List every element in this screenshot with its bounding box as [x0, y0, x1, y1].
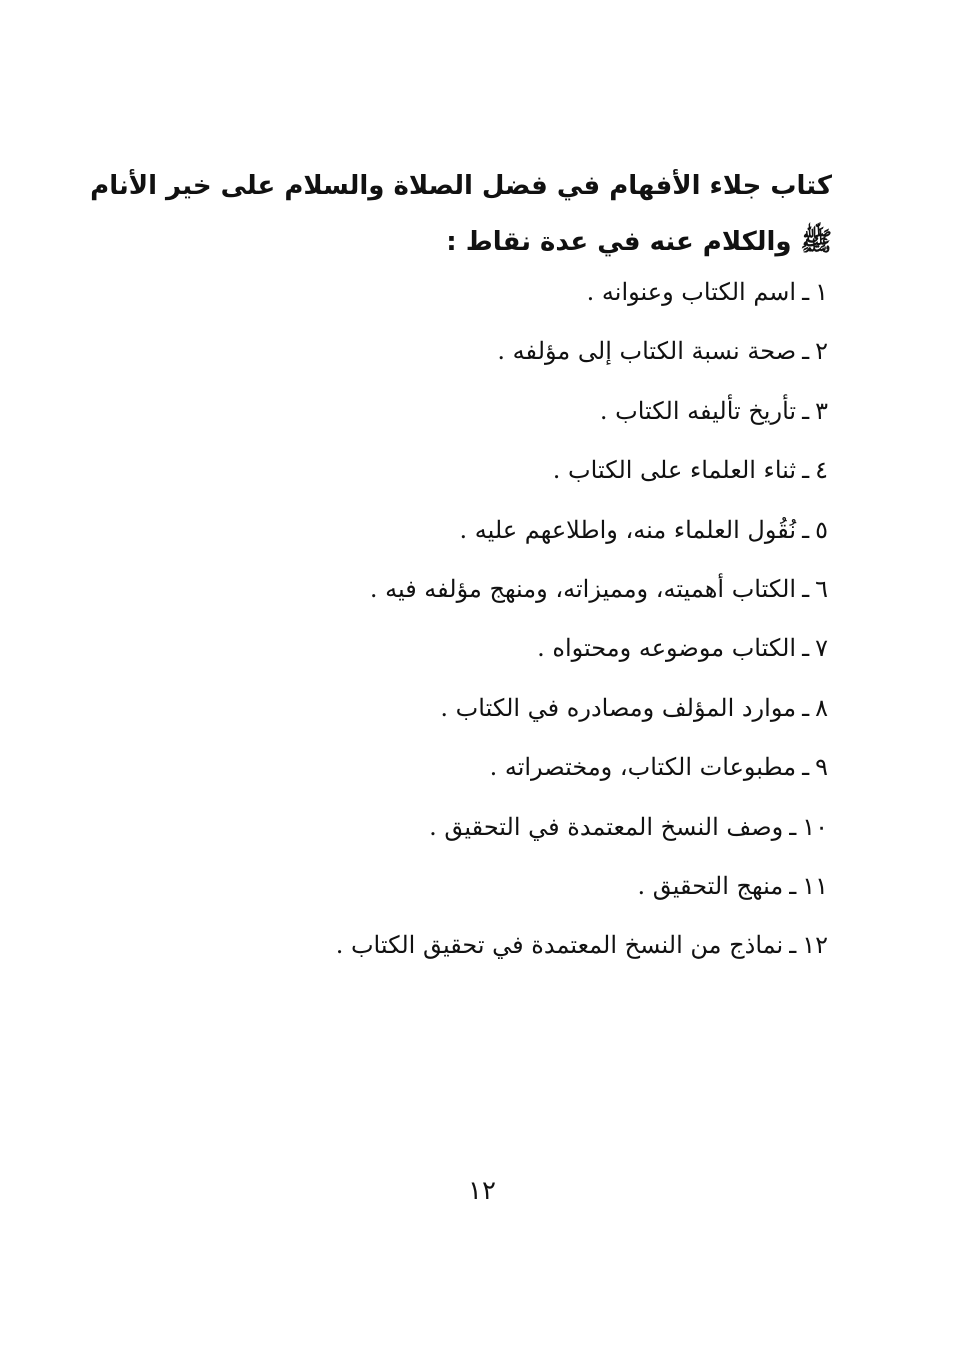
- item-dash: ـ: [802, 753, 810, 782]
- item-text: مطبوعات الكتاب، ومختصراته .: [489, 753, 797, 782]
- list-item: [128, 916, 828, 975]
- item-dash: ـ: [789, 931, 797, 960]
- item-number: ١٢: [802, 931, 828, 960]
- item-dash: ـ: [802, 337, 810, 366]
- page-number: ١٢: [468, 1176, 496, 1206]
- list-item: [128, 679, 828, 738]
- item-dash: ـ: [802, 396, 810, 425]
- section-heading: [90, 158, 832, 270]
- item-number: ٣: [815, 396, 828, 425]
- list-item: [128, 382, 828, 441]
- heading-line-2: ﷺ والكلام عنه في عدة نقاط :: [446, 227, 832, 257]
- item-text: وصف النسخ المعتمدة في التحقيق .: [429, 812, 784, 841]
- list-item: [128, 322, 828, 381]
- item-number: ١٠: [802, 812, 828, 841]
- item-number: ٢: [815, 337, 828, 366]
- item-text: تأريخ تأليفه الكتاب .: [599, 396, 797, 425]
- item-number: ٧: [815, 634, 828, 663]
- item-text: اسم الكتاب وعنوانه .: [586, 278, 797, 306]
- list-item: [128, 738, 828, 797]
- item-number: ١: [815, 278, 828, 306]
- item-dash: ـ: [802, 693, 810, 722]
- item-dash: ـ: [802, 634, 810, 663]
- list-item: [128, 441, 828, 500]
- item-number: ٥: [815, 515, 828, 544]
- item-text: الكتاب أهميته، ومميزاته، ومنهج مؤلفه فيه .: [369, 574, 797, 603]
- list-item: [128, 560, 828, 619]
- item-dash: ـ: [802, 278, 810, 306]
- item-text: ثناء العلماء على الكتاب .: [552, 456, 797, 485]
- list-item: [128, 798, 828, 857]
- item-text: موارد المؤلف ومصادره في الكتاب .: [440, 693, 797, 722]
- list-item: [128, 619, 828, 678]
- item-dash: ـ: [802, 574, 810, 603]
- item-number: ٤: [815, 456, 828, 485]
- item-dash: ـ: [789, 812, 797, 841]
- list-item: [128, 263, 828, 322]
- item-text: صحة نسبة الكتاب إلى مؤلفه .: [497, 337, 797, 366]
- item-number: ٨: [815, 693, 828, 722]
- item-dash: ـ: [789, 871, 797, 900]
- list-item: [128, 857, 828, 916]
- item-text: نُقُول العلماء منه، واطلاعهم عليه .: [459, 515, 797, 544]
- item-dash: ـ: [802, 515, 810, 544]
- item-text: نماذج من النسخ المعتمدة في تحقيق الكتاب .: [335, 931, 784, 960]
- heading-line-1: كتاب جلاء الأفهام في فضل الصلاة والسلام على خير الأنام: [90, 171, 832, 201]
- list-item: [128, 501, 828, 560]
- item-number: ١١: [802, 871, 828, 900]
- points-list: [128, 263, 828, 976]
- item-text: الكتاب موضوعه ومحتواه .: [537, 634, 797, 663]
- item-number: ٦: [815, 574, 828, 603]
- item-number: ٩: [815, 753, 828, 782]
- item-dash: ـ: [802, 456, 810, 485]
- item-text: منهج التحقيق .: [637, 871, 784, 900]
